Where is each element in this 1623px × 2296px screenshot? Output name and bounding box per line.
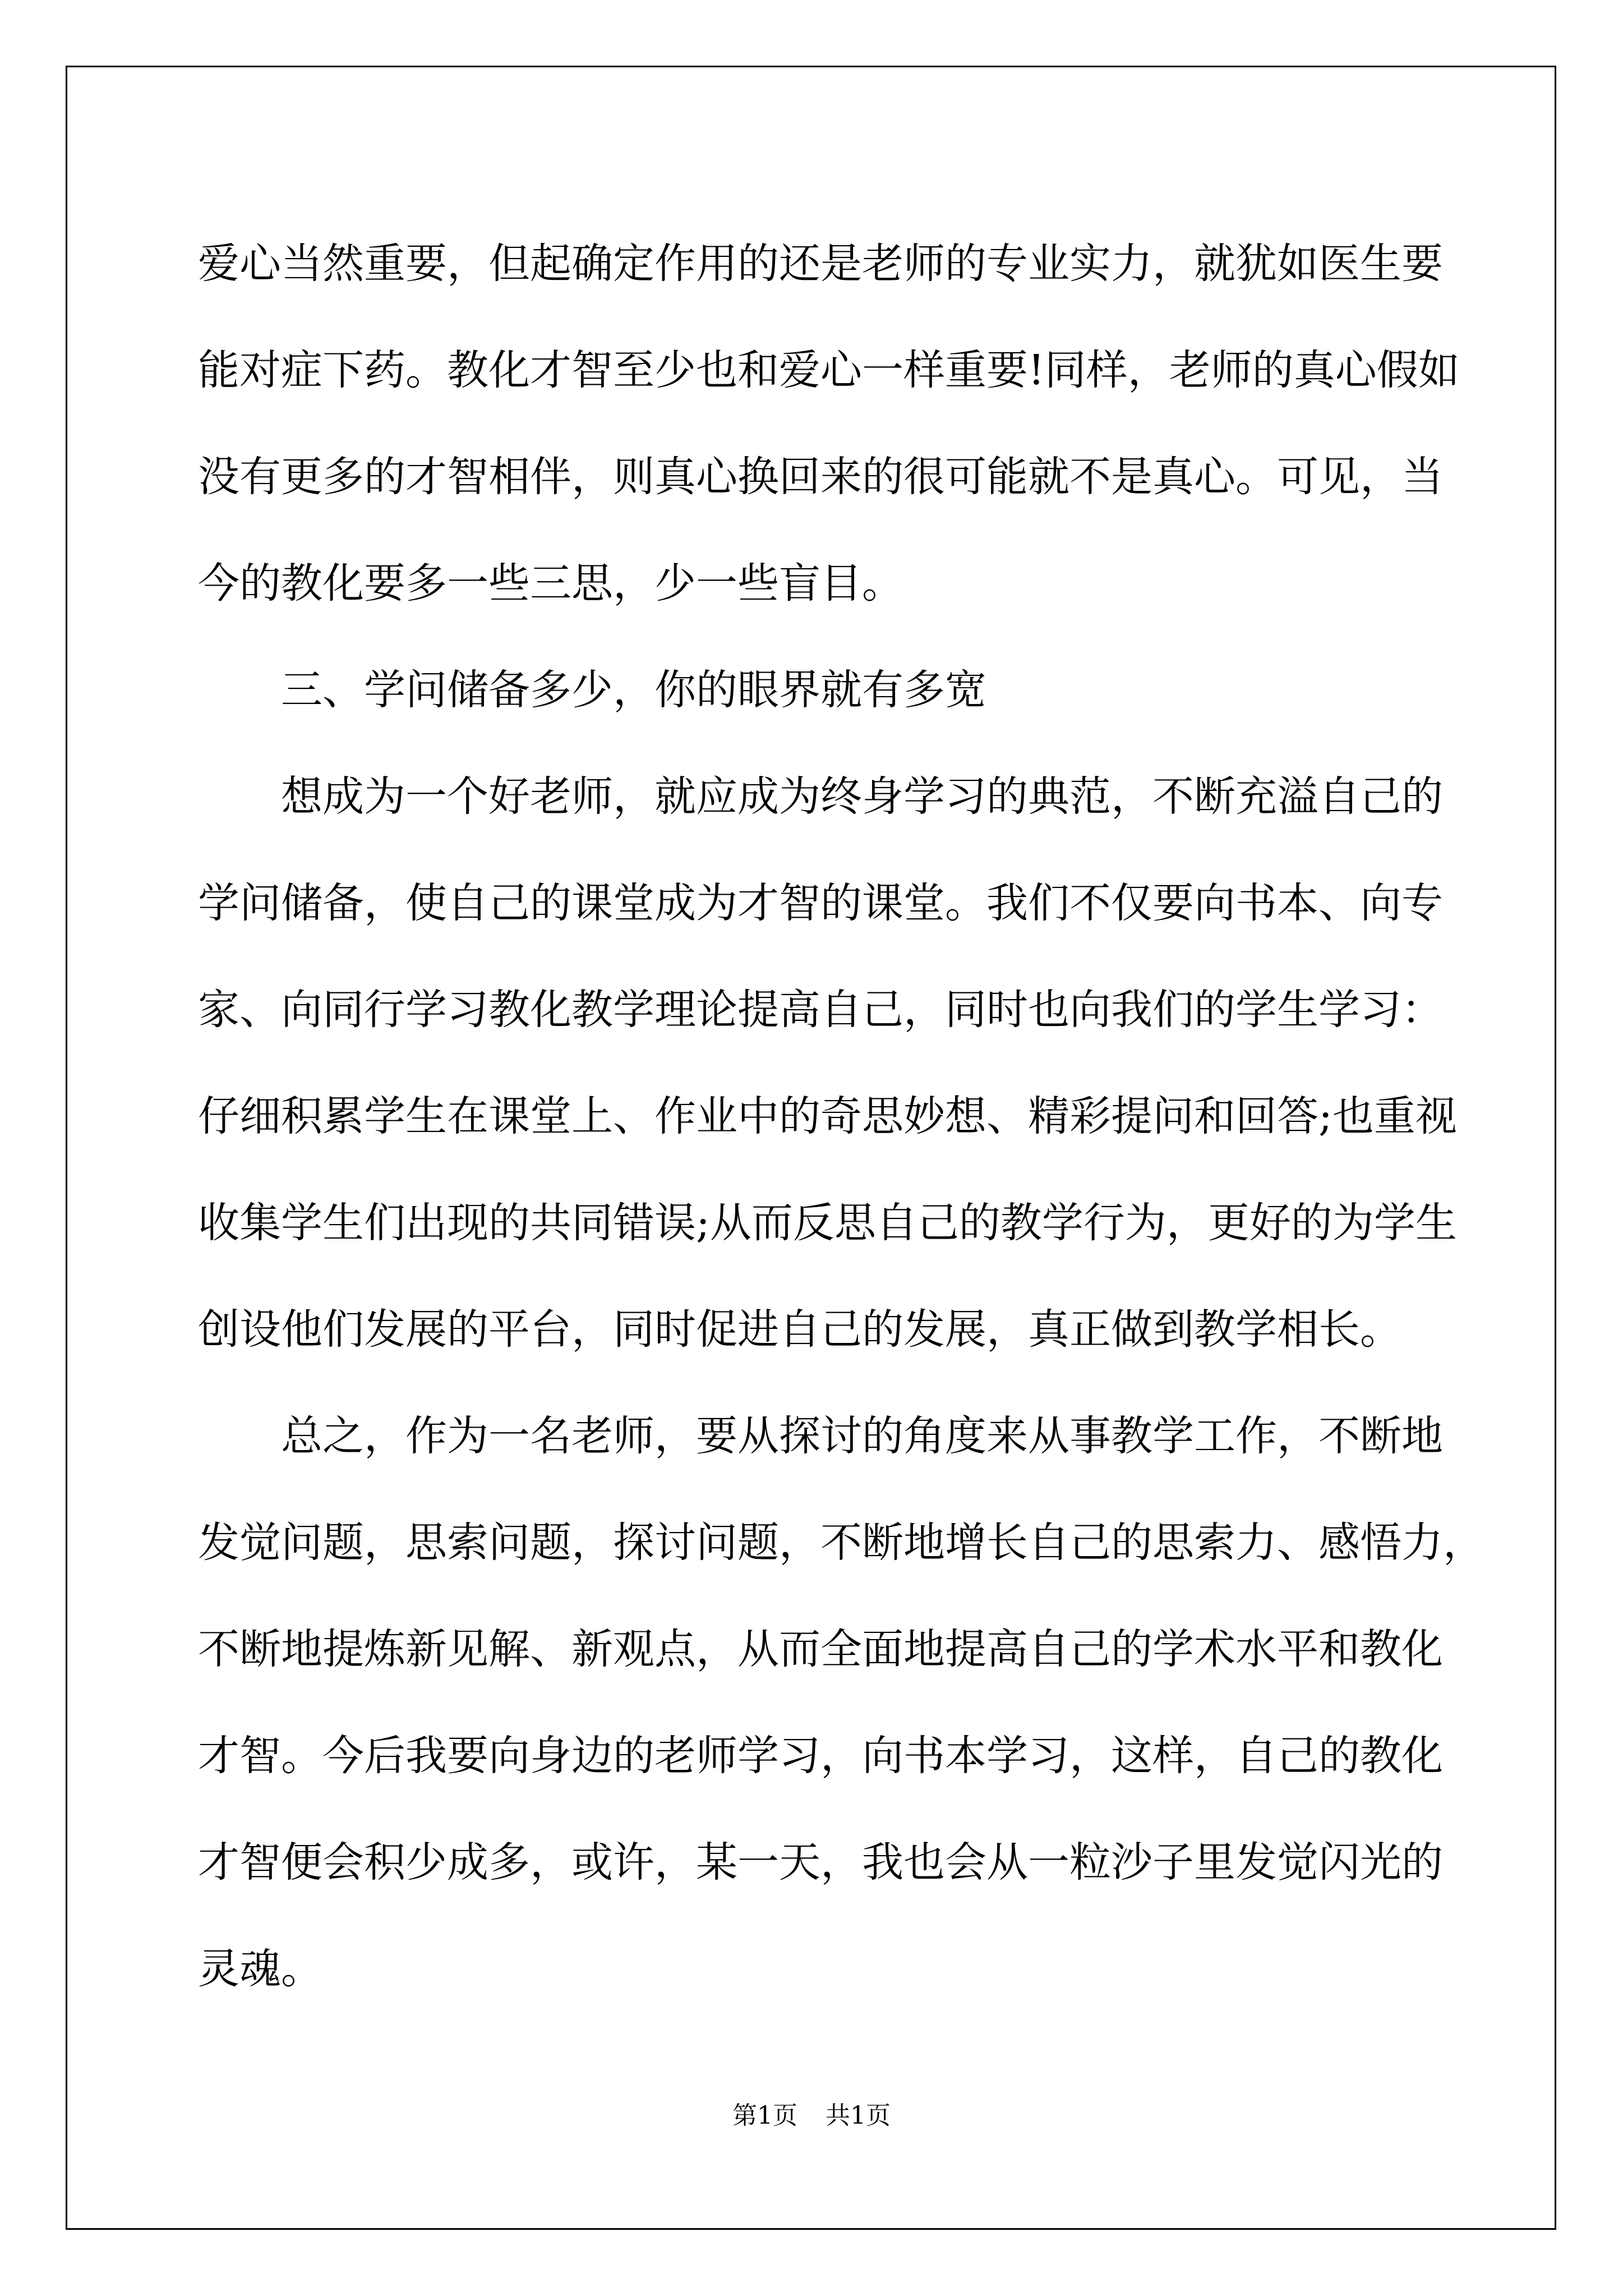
text-line: 今的教化要多一些三思，少一些盲目。 bbox=[198, 559, 903, 608]
page-footer bbox=[0, 2099, 1623, 2133]
text-line: 没有更多的才智相伴，则真心换回来的很可能就不是真心。可见，当 bbox=[198, 453, 1443, 501]
text-line: 发觉问题，思索问题，探讨问题，不断地增长自己的思索力、感悟力， bbox=[198, 1519, 1484, 1567]
text-line: 收集学生们出现的共同错误;从而反思自己的教学行为，更好的为学生 bbox=[198, 1199, 1457, 1247]
section-heading: 三、学问储备多少，你的眼界就有多宽 bbox=[281, 666, 986, 714]
text-line: 总之，作为一名老师，要从探讨的角度来从事教学工作，不断地 bbox=[281, 1412, 1443, 1460]
text-line: 才智。今后我要向身边的老师学习，向书本学习，这样，自己的教化 bbox=[198, 1732, 1443, 1780]
text-line: 创设他们发展的平台，同时促进自己的发展，真正做到教学相长。 bbox=[198, 1305, 1401, 1354]
page-number-total: 共1页 bbox=[826, 2101, 891, 2130]
text-line: 爱心当然重要，但起确定作用的还是老师的专业实力，就犹如医生要 bbox=[198, 240, 1443, 288]
text-line: 才智便会积少成多，或许，某一天，我也会从一粒沙子里发觉闪光的 bbox=[198, 1838, 1443, 1887]
text-line: 不断地提炼新见解、新观点，从而全面地提高自己的学术水平和教化 bbox=[198, 1625, 1443, 1673]
document-body bbox=[198, 210, 1484, 2022]
text-line: 仔细积累学生在课堂上、作业中的奇思妙想、精彩提问和回答;也重视 bbox=[198, 1092, 1457, 1140]
text-line: 想成为一个好老师，就应成为终身学习的典范，不断充溢自己的 bbox=[281, 772, 1443, 821]
text-line: 学问储备，使自己的课堂成为才智的课堂。我们不仅要向书本、向专 bbox=[198, 879, 1443, 927]
page-number-current: 第1页 bbox=[732, 2101, 797, 2130]
text-line: 灵魂。 bbox=[198, 1945, 322, 1993]
text-line: 能对症下药。教化才智至少也和爱心一样重要!同样，老师的真心假如 bbox=[198, 346, 1460, 394]
text-line: 家、向同行学习教化教学理论提高自己，同时也向我们的学生学习： bbox=[198, 986, 1443, 1034]
